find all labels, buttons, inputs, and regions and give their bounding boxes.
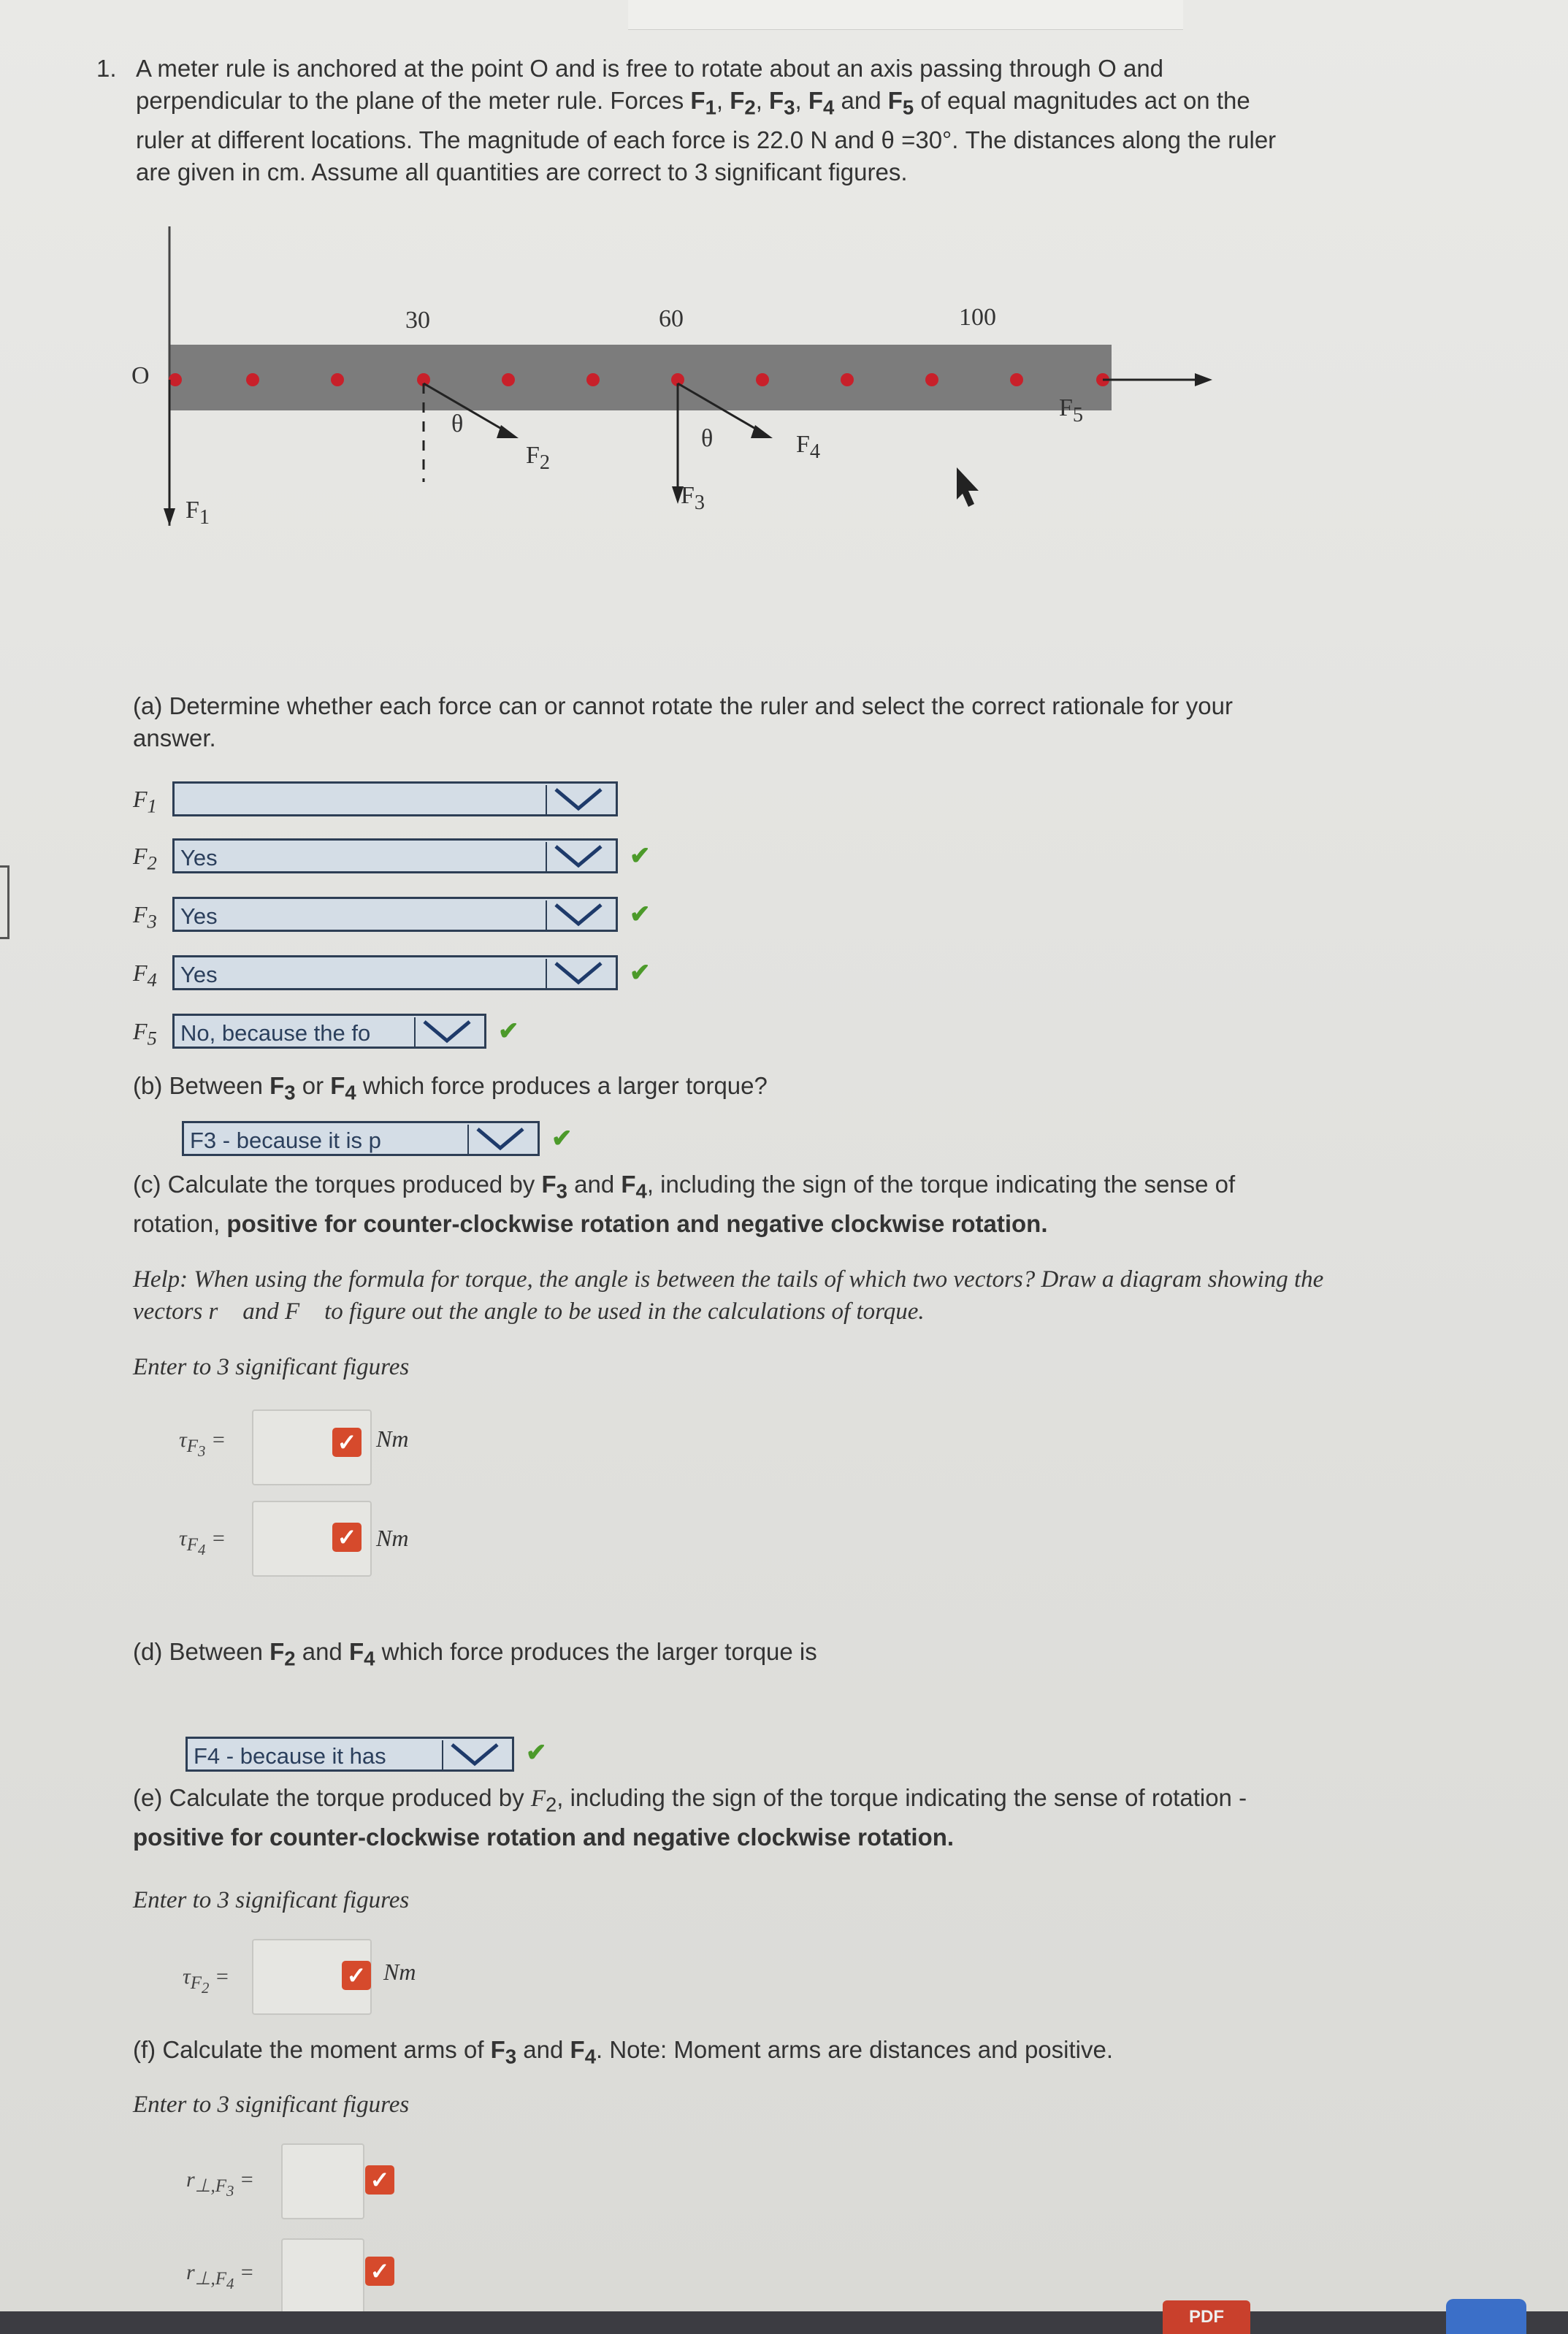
tau-f3-unit: Nm — [376, 1426, 409, 1452]
f3-dropdown[interactable]: Yes — [172, 897, 618, 932]
theta-label-f2: θ — [451, 410, 464, 437]
correct-badge-icon: ✓ — [332, 1523, 362, 1552]
correct-check-icon: ✔ — [526, 1739, 547, 1767]
part-c-enter-note: Enter to 3 significant figures — [133, 1354, 410, 1380]
question-number: 1. — [96, 55, 117, 82]
f3-label: $F_3$ — [681, 482, 705, 514]
correct-check-icon: ✔ — [630, 959, 651, 987]
ruler-bar — [169, 345, 1112, 410]
f1-label: $F_1$ — [186, 497, 210, 529]
meter-rule-diagram — [110, 219, 1278, 555]
chevron-down-icon — [546, 900, 610, 930]
part-e-enter-note: Enter to 3 significant figures — [133, 1887, 410, 1913]
part-f-prompt: (f) Calculate the moment arms of $F_3$ and $F_4$. Note: Moment arms are distances and positive. — [133, 2036, 1114, 2068]
part-b-dropdown[interactable]: F3 - because it is p — [182, 1121, 540, 1156]
question-body: A meter rule is anchored at the point O and is free to rotate about an axis passing through O and perpendicular to the plane of the meter rule. Forces $F_1$, $F_2$, $F_3$, $F_4$ and $F_5$ of equal magnitudes act on the ruler at different locations. The magnitude of each force is 22.0 N and θ =30°. The distances along the ruler are given in cm. Assume all quantities are correct to 3 significant figures. — [136, 55, 1277, 185]
f4-dropdown[interactable]: Yes — [172, 955, 618, 990]
r-perp-f4-label: $r_{\perp,F_4}$ = — [186, 2260, 255, 2292]
question-text — [96, 53, 1301, 188]
origin-label: O — [131, 362, 150, 389]
correct-badge-icon: ✓ — [332, 1428, 362, 1457]
theta-label-f4: θ — [701, 425, 714, 452]
tick-label-60: 60 — [659, 305, 684, 332]
part-d-prompt: (d) Between $F_2$ and $F_4$ which force produces the larger torque is — [133, 1638, 817, 1670]
correct-check-icon: ✔ — [630, 900, 651, 928]
correct-check-icon: ✔ — [498, 1017, 519, 1045]
mouse-cursor-icon — [957, 467, 979, 507]
browser-top-strip — [628, 0, 1183, 30]
part-a-prompt: (a) Determine whether each force can or cannot rotate the ruler and select the correct rationale for your answer. — [133, 692, 1233, 751]
f5-label: $F_5$ — [1059, 394, 1084, 426]
os-taskbar — [0, 2311, 1568, 2334]
f4-label: $F_4$ — [796, 431, 821, 463]
part-c-help: Help: When using the formula for torque, the angle is between the tails of which two vectors? Draw a diagram showing the vectors r⃗ and F⃗ to figure out the angle to be used in the calculations of torque. — [133, 1266, 1324, 1325]
correct-badge-icon: ✓ — [365, 2257, 394, 2286]
tick-label-30: 30 — [405, 307, 430, 334]
tau-f4-label: $\tau_{F_4}$ = — [179, 1526, 226, 1558]
tau-f3-label: $\tau_{F_3}$ = — [179, 1428, 226, 1460]
correct-check-icon: ✔ — [551, 1125, 573, 1152]
chevron-down-icon — [442, 1740, 506, 1769]
part-e-prompt: (e) Calculate the torque produced by $F_2$, including the sign of the torque indicating the sense of rotation - positive for counter-clockwise rotation and negative clockwise rotation. — [133, 1784, 1247, 1851]
r-perp-f3-label: $r_{\perp,F_3}$ = — [186, 2167, 255, 2200]
r-perp-f4-input[interactable] — [281, 2238, 364, 2314]
chevron-down-icon — [546, 959, 610, 988]
tick-label-100: 100 — [959, 304, 996, 331]
window-edge — [0, 865, 9, 939]
correct-badge-icon: ✓ — [365, 2165, 394, 2195]
browser-app-icon[interactable] — [1446, 2299, 1526, 2334]
chevron-down-icon — [546, 785, 610, 814]
part-f-enter-note: Enter to 3 significant figures — [133, 2092, 410, 2118]
part-b-prompt: (b) Between $F_3$ or $F_4$ which force produces a larger torque? — [133, 1072, 768, 1104]
f5-dropdown[interactable]: No, because the fo — [172, 1014, 486, 1049]
part-d-dropdown[interactable]: F4 - because it has — [186, 1737, 514, 1772]
tau-f2-label: $\tau_{F_2}$ = — [183, 1964, 230, 1997]
pdf-app-button[interactable]: PDF — [1163, 2300, 1250, 2334]
part-c-prompt: (c) Calculate the torques produced by $F_3$ and $F_4$, including the sign of the torque indicating the sense of rotation, positive for counter-clockwise rotation and negative clockwise rotation. — [133, 1171, 1236, 1237]
worksheet-page: 1. A meter rule is anchored at the point O and is free to rotate about an axis passing through O and perpendicular to the plane of the meter rule. Forces $F_1$, $F_2$, $F_3$, $F_4$ and $F_5$ of equal magnitudes act on the ruler at different locations. The magnitude of each force is 22.0 N and θ =30°. The distances along the ruler are given in cm. Assume all quantities are correct to 3 significant figures. O 30 60 100 $F_1$ $F_2$ $F_3$ $F_4$ $F_5$ θ θ (a) Determine whether each force can or cannot rotate the ruler and select the correct rationale for your answer. $F_1$ $F_2$ Yes ✔ $F_3$ Yes ✔ $F_4$ Yes ✔ $F_5$ No, because the fo ✔ (b) Between $F_3$ or $F_4$ which force produces a larger torque? F3 - because it is p ✔ (c) Calculate the torques produced by $F_3$ and $F_4$, including the sign of the torque indicating the sense of rotation, positive for counter-clockwise rotation and negative clockwise rotation. Help: When using the formula for torque, the angle is between the tails of which two vectors? Draw a diagram showing the vectors r⃗ and F⃗ to figure out the angle to be used in the calculations of torque. Enter to 3 significant figures $\tau_{F_3}$ = ✓ Nm $\tau_{F_4}$ = ✓ Nm (d) Between $F_2$ and $F_4$ which force produces the larger torque is F4 - because it has ✔ (e) Calculate the torque produced by $F_2$, including the sign of the torque indicating the sense of rotation - positive for counter-clockwise rotation and negative clockwise rotation. Enter to 3 significant figures $\tau_{F_2}$ = ✓ Nm (f) Calculate the moment arms of $F_3$ and $F_4$. Note: Moment arms are distances and positive. Enter to 3 significant figures $r_{\perp,F_3}$ = ✓ $r_{\perp,F_4}$ = ✓ PDF — [0, 0, 1568, 2334]
f2-dropdown[interactable]: Yes — [172, 838, 618, 873]
f2-label: $F_2$ — [526, 442, 551, 474]
chevron-down-icon — [546, 842, 610, 871]
chevron-down-icon — [414, 1017, 478, 1047]
r-perp-f3-input[interactable] — [281, 2143, 364, 2219]
tau-f4-unit: Nm — [376, 1525, 409, 1551]
correct-badge-icon: ✓ — [342, 1961, 371, 1990]
chevron-down-icon — [467, 1125, 532, 1154]
tau-f2-unit: Nm — [383, 1959, 416, 1985]
correct-check-icon: ✔ — [630, 842, 651, 870]
f1-dropdown[interactable] — [172, 781, 618, 816]
